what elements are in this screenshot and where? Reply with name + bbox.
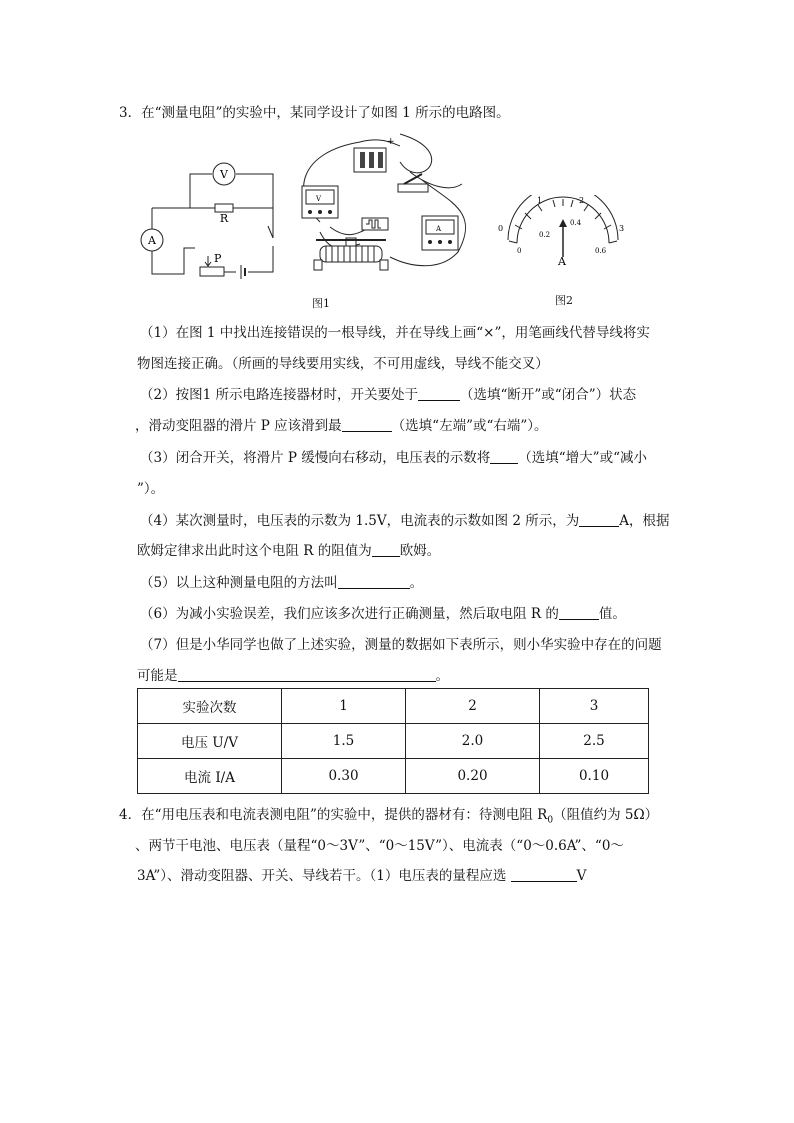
voltmeter-device-icon (302, 186, 338, 218)
voltmeter-label: V (220, 168, 228, 181)
table-cell: 2 (406, 689, 540, 724)
rheostat-device-icon (314, 238, 388, 270)
q4-text-c: 3A”）、滑动变阻器、开关、导线若干。（1）电压表的量程应选 (137, 868, 511, 884)
question-4-line3 (137, 866, 586, 886)
answer-blank-switch[interactable] (418, 386, 460, 401)
dial-needle-icon (559, 219, 567, 257)
q3-part4-line2 (137, 541, 440, 561)
q3-part2-text-a: （2）按图1 所示电路连接器材时，开关要处于 (140, 387, 418, 403)
q3-part2-text-d: （选填“左端”或“右端”）。 (391, 418, 548, 434)
table-row (138, 689, 649, 724)
answer-blank-voltmeter-range[interactable] (511, 867, 577, 882)
q3-part6 (140, 604, 626, 624)
q3-part5-text-b: 。 (409, 575, 424, 591)
dial-top-tick-3: 3 (619, 224, 625, 233)
figure-1-label: 图1 (312, 297, 330, 310)
q3-part3-line2: ”）。 (137, 481, 165, 497)
q3-part6-text-a: （6）为减小实验误差，我们应该多次进行正确测量，然后取电阻 R 的 (140, 606, 559, 622)
svg-text:V: V (316, 195, 322, 203)
knife-switch-icon (398, 174, 428, 192)
answer-blank-current[interactable] (579, 512, 619, 527)
q3-part6-text-b: 值。 (598, 606, 626, 622)
q3-part5 (140, 573, 423, 593)
q3-part4-line1 (140, 511, 670, 531)
answer-blank-problem[interactable] (178, 667, 436, 682)
table-cell: 0.10 (540, 759, 649, 794)
q3-part2-text-c: ，滑动变阻器的滑片 P 应该滑到最 (135, 418, 342, 434)
apparatus-drawing (290, 132, 490, 282)
q3-part2-text-b: （选填“断开”或“闭合”）状态 (459, 387, 637, 403)
battery-symbol (241, 265, 245, 279)
svg-text:+: + (387, 137, 395, 147)
answer-blank-average[interactable] (559, 605, 599, 620)
table-cell: 0.30 (282, 759, 406, 794)
q3-part4-text-b: A，根据 (619, 513, 670, 529)
table-row (138, 724, 649, 759)
q4-text-b: （阻值约为 5Ω） (553, 807, 659, 823)
table-cell: 1.5 (282, 724, 406, 759)
q3-part2-line2 (135, 416, 548, 436)
dial-bottom-tick-0: 0 (517, 247, 522, 255)
table-cell: 0.20 (406, 759, 540, 794)
resistor-label: R (219, 212, 229, 225)
q4-subscript: 0 (547, 815, 554, 826)
q4-text-a: 4．在“用电压表和电流表测电阻”的实验中，提供的器材有：待测电阻 R (119, 807, 548, 823)
answer-blank-voltmeter[interactable] (490, 449, 518, 464)
answer-blank-resistance[interactable] (372, 542, 400, 557)
q3-part1-line1: （1）在图 1 中找出连接错误的一根导线，并在导线上画“×”，用笔画线代替导线将实 (140, 325, 650, 341)
answer-blank-slider[interactable] (342, 417, 392, 432)
dial-unit-label: A (558, 255, 566, 268)
slider-label: P (214, 252, 222, 265)
q3-part7-text-b: 。 (435, 668, 449, 684)
ammeter-dial (495, 195, 630, 270)
measurement-table (137, 688, 649, 794)
table-header-cell: 电流 I/A (138, 759, 282, 794)
q3-part3-line1 (140, 448, 647, 468)
slider-arrow-icon (205, 256, 211, 266)
fixed-resistor-icon (362, 218, 388, 230)
dial-bottom-tick-2: 0.4 (570, 219, 582, 227)
q3-part1-line2: 物图连接正确。（所画的导线要用实线，不可用虚线，导线不能交叉） (137, 356, 549, 372)
question-4-line2: 、两节干电池、电压表（量程“0～3V”、“0～15V”）、电流表（“0～0.6A”、“0～ (135, 838, 624, 854)
table-header-cell: 实验次数 (138, 689, 282, 724)
table-cell: 2.0 (406, 724, 540, 759)
q3-part3-text-b: （选填“增大”或“减小 (518, 450, 647, 466)
rheostat-symbol (200, 267, 224, 276)
dial-top-tick-2: 2 (579, 196, 585, 205)
table-cell: 3 (540, 689, 649, 724)
ammeter-device-icon (422, 216, 458, 250)
dial-bottom-tick-1: 0.2 (539, 231, 551, 239)
q3-part3-text-a: （3）闭合开关，将滑片 P 缓慢向右移动，电压表的示数将 (140, 450, 491, 466)
q3-part7-line2 (137, 666, 449, 686)
q3-part7-text-a: 可能是 (137, 668, 178, 684)
table-header-cell: 电压 U/V (138, 724, 282, 759)
dial-top-tick-0: 0 (498, 224, 504, 233)
figure-2-label: 图2 (555, 294, 573, 307)
q3-part4-text-a: （4）某次测量时，电压表的示数为 1.5V，电流表的示数如图 2 所示，为 (140, 513, 580, 529)
resistor-symbol (215, 204, 233, 212)
q3-part7-line1: （7）但是小华同学也做了上述实验，测量的数据如下表所示，则小华实验中存在的问题 (140, 637, 662, 653)
circuit-diagram (140, 150, 285, 280)
q3-part4-text-c: 欧姆定律求出此时这个电阻 R 的阻值为 (137, 543, 372, 559)
question-3-title: 3．在“测量电阻”的实验中，某同学设计了如图 1 所示的电路图。 (119, 105, 510, 121)
q3-part5-text-a: （5）以上这种测量电阻的方法叫 (140, 575, 338, 591)
q4-text-d: V (576, 868, 587, 884)
table-row (138, 759, 649, 794)
table-cell: 2.5 (540, 724, 649, 759)
q3-part2-line1 (140, 385, 636, 405)
dial-top-tick-1: 1 (537, 196, 543, 205)
table-cell: 1 (282, 689, 406, 724)
svg-text:A: A (436, 225, 442, 233)
ammeter-label: A (148, 234, 156, 247)
dial-bottom-tick-3: 0.6 (595, 247, 607, 255)
question-4-line1 (119, 805, 658, 831)
answer-blank-method[interactable] (338, 574, 410, 589)
q3-part4-text-d: 欧姆。 (399, 543, 441, 559)
